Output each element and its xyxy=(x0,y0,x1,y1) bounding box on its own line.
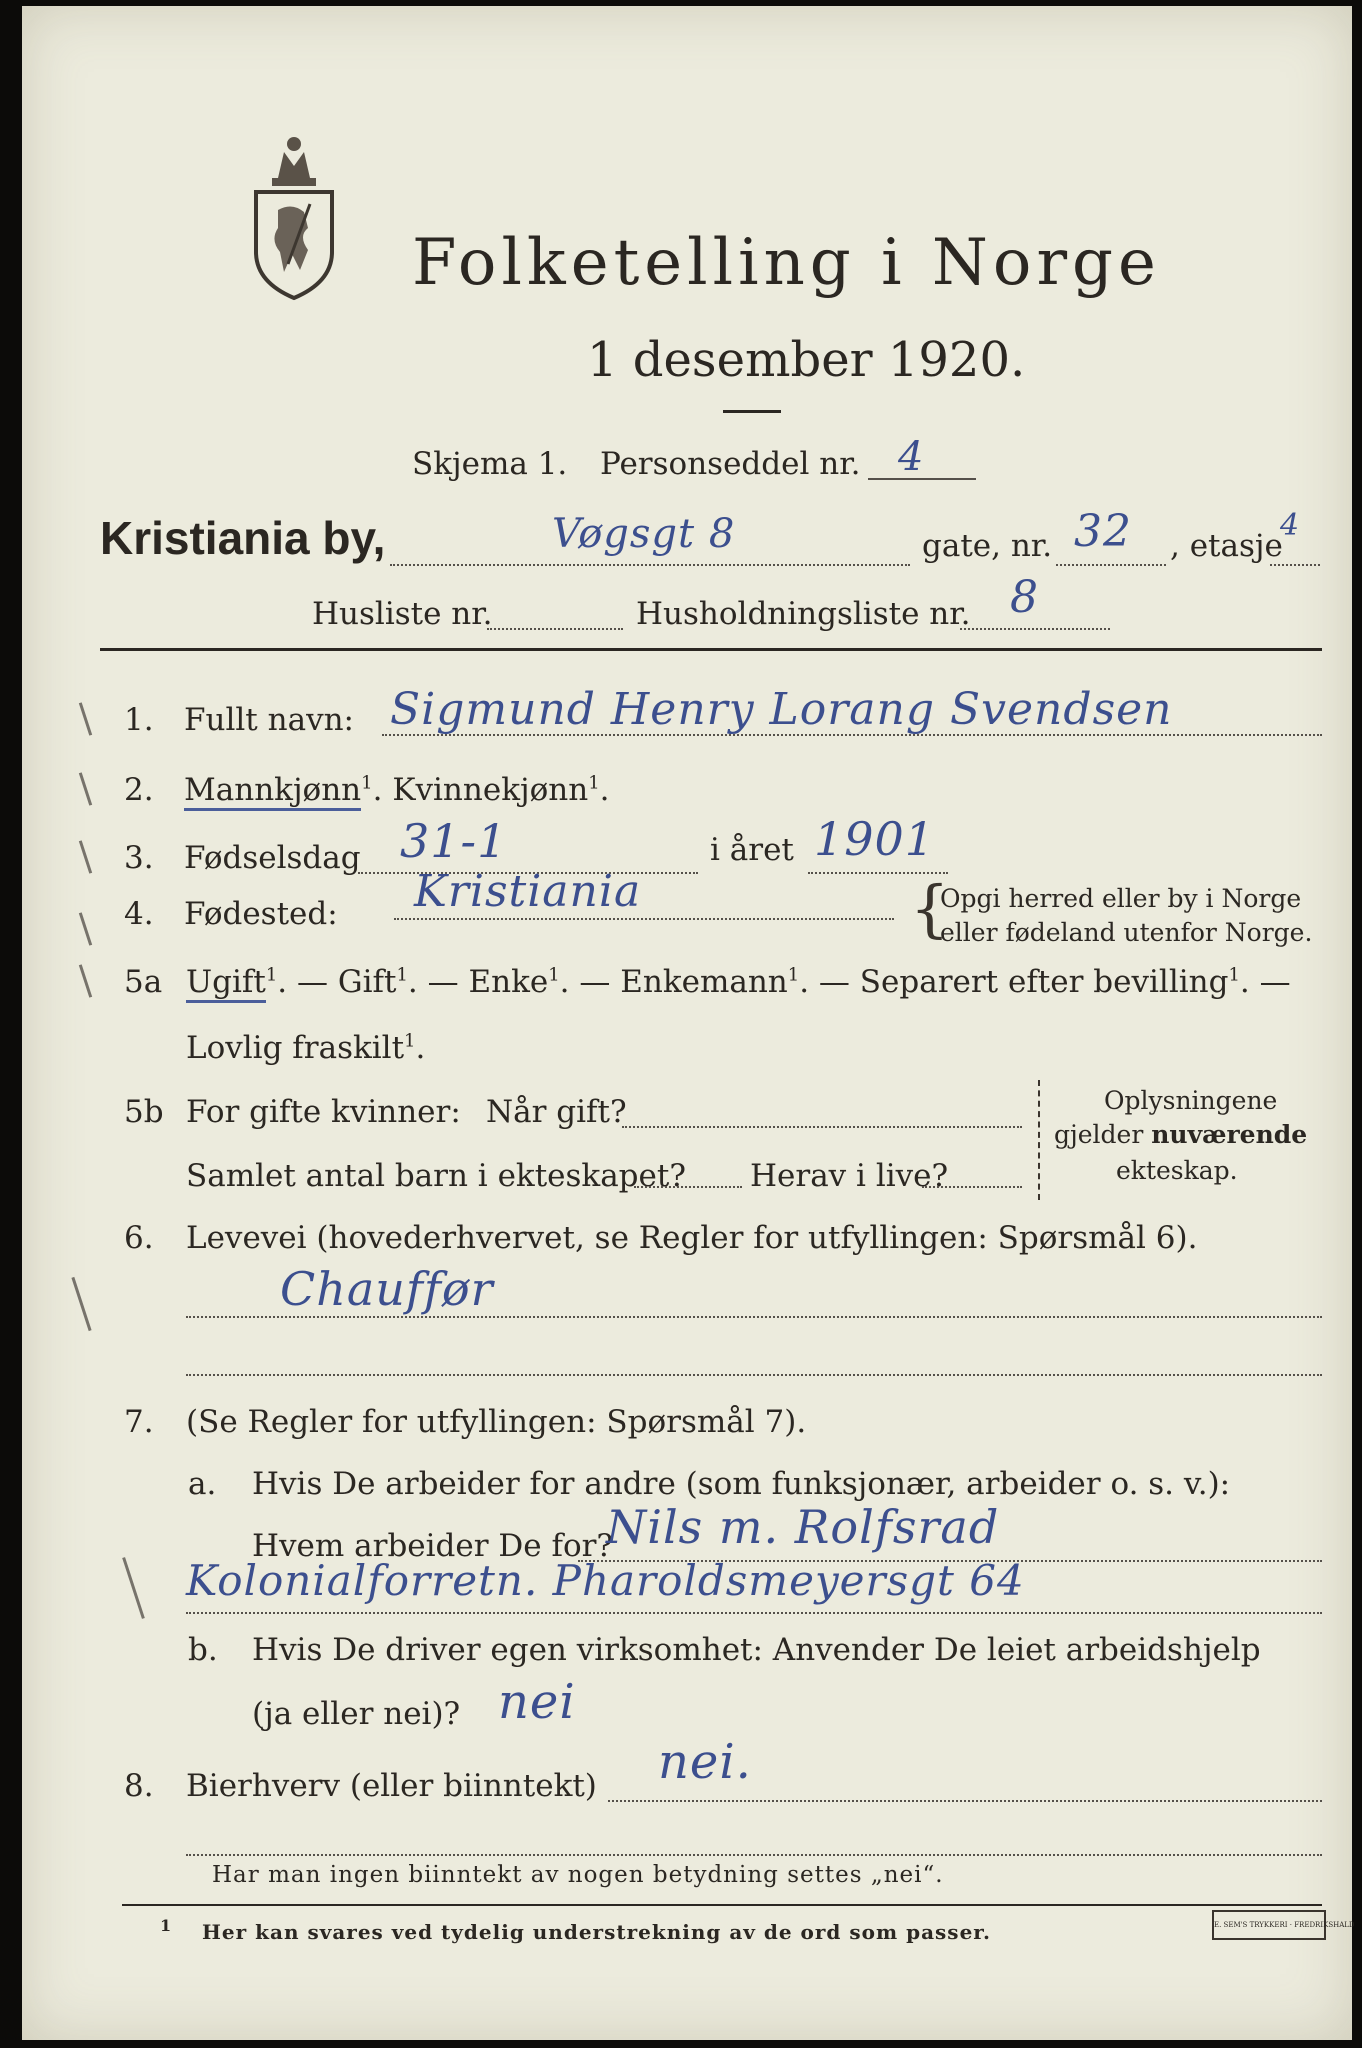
check-mark xyxy=(79,702,92,735)
option-ugift[interactable]: Ugift xyxy=(186,964,266,1003)
check-mark xyxy=(71,1277,91,1331)
separator: . — xyxy=(1239,964,1291,1000)
option-fraskilt[interactable]: Lovlig fraskilt xyxy=(186,1030,405,1066)
q7b-answer: nei xyxy=(498,1674,576,1730)
husliste-line xyxy=(487,628,623,630)
q7-label: (Se Regler for utfyllingen: Spørsmål 7). xyxy=(186,1404,807,1440)
q5a-options-2 xyxy=(186,1030,425,1066)
q5b-note-2 xyxy=(1054,1120,1307,1149)
q5b-label: For gifte kvinner: xyxy=(186,1094,461,1130)
city-label: Kristiania by, xyxy=(100,512,386,564)
check-mark xyxy=(79,772,92,805)
schema-label: Skjema 1. xyxy=(412,446,568,482)
separator: . — xyxy=(407,964,469,1000)
husliste-label: Husliste nr. xyxy=(312,596,493,632)
q7b-text: Hvis De driver egen virksomhet: Anvender De leiet arbeidshjelp xyxy=(252,1632,1261,1668)
coat-of-arms-icon xyxy=(248,132,340,300)
q7a-answer-2: Kolonialforretn. Pharoldsmeyersgt 64 xyxy=(186,1556,1025,1605)
q5b-children-line xyxy=(634,1186,742,1188)
q4-line xyxy=(394,918,894,920)
q7a-text: Hvis De arbeider for andre (som funksjonær, arbeider o. s. v.): xyxy=(252,1466,1231,1502)
check-mark xyxy=(79,912,92,945)
etasje-line xyxy=(1270,564,1320,566)
biinntekt-note: Har man ingen biinntekt av nogen betydning settes „nei“. xyxy=(212,1862,944,1888)
q8-answer: nei. xyxy=(658,1734,752,1790)
separator: . — xyxy=(799,964,860,1000)
option-gift[interactable]: Gift xyxy=(337,964,397,1000)
q3-date-value: 31-1 xyxy=(400,814,508,868)
q5b-alive-line xyxy=(922,1186,1022,1188)
q7a-answer-1: Nils m. Rolfsrad xyxy=(606,1500,1000,1554)
q3-year-value: 1901 xyxy=(814,812,936,866)
q7b-question: (ja eller nei)? xyxy=(252,1696,461,1732)
q4-number: 4. xyxy=(124,896,154,932)
q6-number: 6. xyxy=(124,1220,154,1256)
q1-number: 1. xyxy=(124,702,154,738)
census-form xyxy=(22,6,1355,2040)
q5b-note-2a: gjelder xyxy=(1054,1120,1152,1149)
header-rule xyxy=(100,648,1322,651)
footnote-mark: 1 xyxy=(265,964,278,986)
option-separert[interactable]: Separert efter bevilling xyxy=(859,964,1229,1000)
husholdning-label: Husholdningsliste nr. xyxy=(636,596,971,632)
census-date: 1 desember 1920. xyxy=(587,332,1026,388)
footer-rule xyxy=(122,1904,1322,1906)
q1-answer: Sigmund Henry Lorang Svendsen xyxy=(390,684,1173,735)
q7a-letter: a. xyxy=(188,1466,217,1502)
gate-nr-line xyxy=(1056,564,1166,566)
check-mark xyxy=(79,840,92,873)
footnote-mark: 1 xyxy=(404,1030,416,1052)
footnote-mark: 1 xyxy=(787,964,800,986)
separator: . xyxy=(415,1030,426,1066)
street-line xyxy=(390,564,910,566)
separator: . xyxy=(372,772,383,808)
footnote-number: 1 xyxy=(160,1916,172,1935)
etasje-label: , etasje xyxy=(1170,528,1283,564)
q5b-when-line xyxy=(622,1126,1022,1128)
q5a-options xyxy=(186,964,1291,1000)
footnote-mark: 1 xyxy=(548,964,560,986)
q4-note-1: Opgi herred eller by i Norge xyxy=(940,884,1302,913)
q3-year-label: i året xyxy=(710,832,794,868)
q5b-note-2b: nuværende xyxy=(1151,1120,1308,1149)
printer-stamp: E. SEM'S TRYKKERI · FREDRIKSHALD xyxy=(1212,1910,1326,1940)
check-mark xyxy=(79,964,92,997)
footnote-mark: 1 xyxy=(361,772,373,794)
q3-label: Fødselsdag xyxy=(184,840,361,876)
q2-options xyxy=(184,772,610,808)
gate-label: gate, nr. xyxy=(922,528,1053,564)
footnote-text: Her kan svares ved tydelig understrekning av de ord som passer. xyxy=(202,1920,991,1944)
q7a-who-label: Hvem arbeider De for? xyxy=(252,1528,614,1564)
q5b-note-1: Oplysningene xyxy=(1104,1086,1278,1115)
q6-answer: Chauffør xyxy=(280,1262,494,1316)
option-enke[interactable]: Enke xyxy=(468,964,549,1000)
q5a-number: 5a xyxy=(124,964,163,1000)
q1-label: Fullt navn: xyxy=(184,702,354,738)
title-divider xyxy=(723,410,781,413)
street-value: Vøgsgt 8 xyxy=(552,511,736,557)
q6-label: Levevei (hovederhvervet, se Regler for utfyllingen: Spørsmål 6). xyxy=(186,1220,1198,1256)
q4-brace: { xyxy=(910,872,950,945)
person-label: Personseddel nr. xyxy=(600,446,861,482)
q7a-line-2 xyxy=(186,1612,1322,1614)
q7b-letter: b. xyxy=(188,1632,218,1668)
q6-line-2 xyxy=(186,1374,1322,1376)
q3-number: 3. xyxy=(124,840,154,876)
q4-answer: Kristiania xyxy=(414,866,642,917)
person-nr-value: 4 xyxy=(898,434,925,480)
q2-number: 2. xyxy=(124,772,154,808)
q8-number: 8. xyxy=(124,1768,154,1804)
q4-label: Fødested: xyxy=(184,896,338,932)
q7-number: 7. xyxy=(124,1404,154,1440)
q8-line-2 xyxy=(186,1854,1322,1856)
footnote-mark: 1 xyxy=(396,964,408,986)
footnote-mark: 1 xyxy=(1228,964,1240,986)
husholdning-line xyxy=(960,628,1110,630)
q4-note-2: eller fødeland utenfor Norge. xyxy=(940,918,1313,947)
q8-label: Bierhverv (eller biinntekt) xyxy=(186,1768,597,1804)
q5b-when-label: Når gift? xyxy=(486,1094,627,1130)
separator: . — xyxy=(559,964,621,1000)
q5b-alive-label: Herav i live? xyxy=(750,1158,949,1194)
option-male[interactable]: Mannkjønn xyxy=(184,772,361,811)
q8-line-1 xyxy=(608,1800,1322,1802)
separator: . xyxy=(599,772,610,808)
check-mark xyxy=(122,1557,145,1619)
q5b-brace xyxy=(1038,1080,1040,1200)
husholdning-value: 8 xyxy=(1010,572,1039,623)
option-enkemann[interactable]: Enkemann xyxy=(620,964,788,1000)
gate-nr-value: 32 xyxy=(1074,506,1132,557)
form-title: Folketelling i Norge xyxy=(412,226,1161,300)
q5b-number: 5b xyxy=(124,1094,164,1130)
q6-line-1 xyxy=(186,1316,1322,1318)
etasje-value: 4 xyxy=(1280,508,1301,543)
q5b-note-3: ekteskap. xyxy=(1116,1156,1238,1185)
q5b-children-label: Samlet antal barn i ekteskapet? xyxy=(186,1158,686,1194)
footnote-mark: 1 xyxy=(588,772,600,794)
separator: . — xyxy=(277,964,338,1000)
option-female[interactable]: Kvinnekjønn xyxy=(392,772,589,808)
